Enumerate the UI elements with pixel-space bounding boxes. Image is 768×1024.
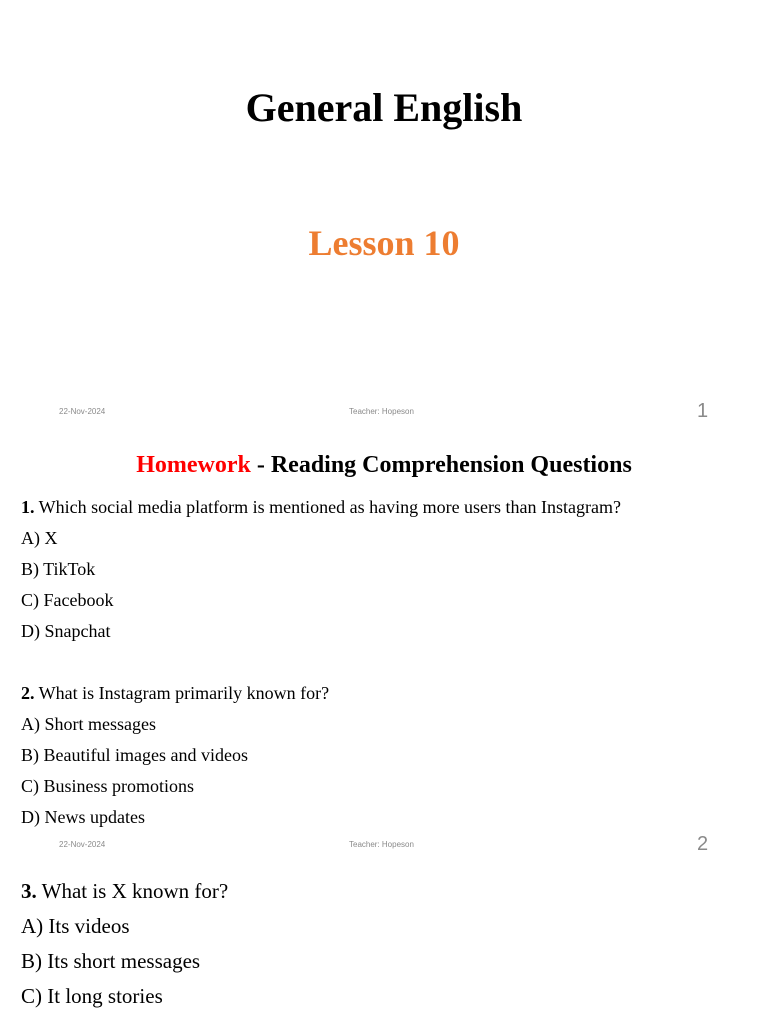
option: A) X: [21, 528, 58, 548]
question-2: [21, 678, 329, 833]
lesson-title: Lesson 10: [308, 223, 460, 263]
question-1: [21, 492, 621, 647]
slide-2: [0, 432, 768, 864]
question-text: [21, 678, 329, 709]
footer-teacher: Teacher: Hopeson: [349, 407, 414, 416]
option: A) Its videos: [21, 914, 130, 938]
page-number: 2: [697, 833, 709, 855]
footer-date: 22-Nov-2024: [59, 407, 106, 416]
slide-1: [0, 0, 768, 432]
option: B) TikTok: [21, 559, 96, 579]
homework-heading: [0, 452, 768, 479]
footer-date: 22-Nov-2024: [59, 840, 106, 849]
footer-teacher: Teacher: Hopeson: [349, 840, 414, 849]
homework-label: Homework: [136, 452, 251, 478]
question-number: 1.: [21, 497, 35, 517]
option: A) Short messages: [21, 714, 156, 734]
option: C) Facebook: [21, 590, 114, 610]
option: B) Beautiful images and videos: [21, 745, 248, 765]
question-number: 2.: [21, 683, 35, 703]
option: D) News updates: [21, 807, 145, 827]
question-prompt: Which social media platform is mentioned as having more users than Instagram?: [34, 497, 622, 517]
question-number: 3.: [21, 879, 37, 903]
question-text: [21, 874, 228, 909]
option: C) It long stories: [21, 984, 163, 1008]
option: C) Business promotions: [21, 776, 195, 796]
question-text: [21, 492, 621, 523]
page-number: 1: [697, 400, 709, 422]
heading-text: - Reading Comprehension Questions: [250, 452, 632, 478]
option: D) Snapchat: [21, 621, 111, 641]
slide-3: [0, 864, 768, 1024]
option: B) Its short messages: [21, 949, 201, 973]
page-title: General English: [245, 85, 523, 130]
question-prompt: What is Instagram primarily known for?: [34, 683, 330, 703]
question-prompt: What is X known for?: [36, 879, 229, 903]
question-3: [21, 874, 228, 1014]
